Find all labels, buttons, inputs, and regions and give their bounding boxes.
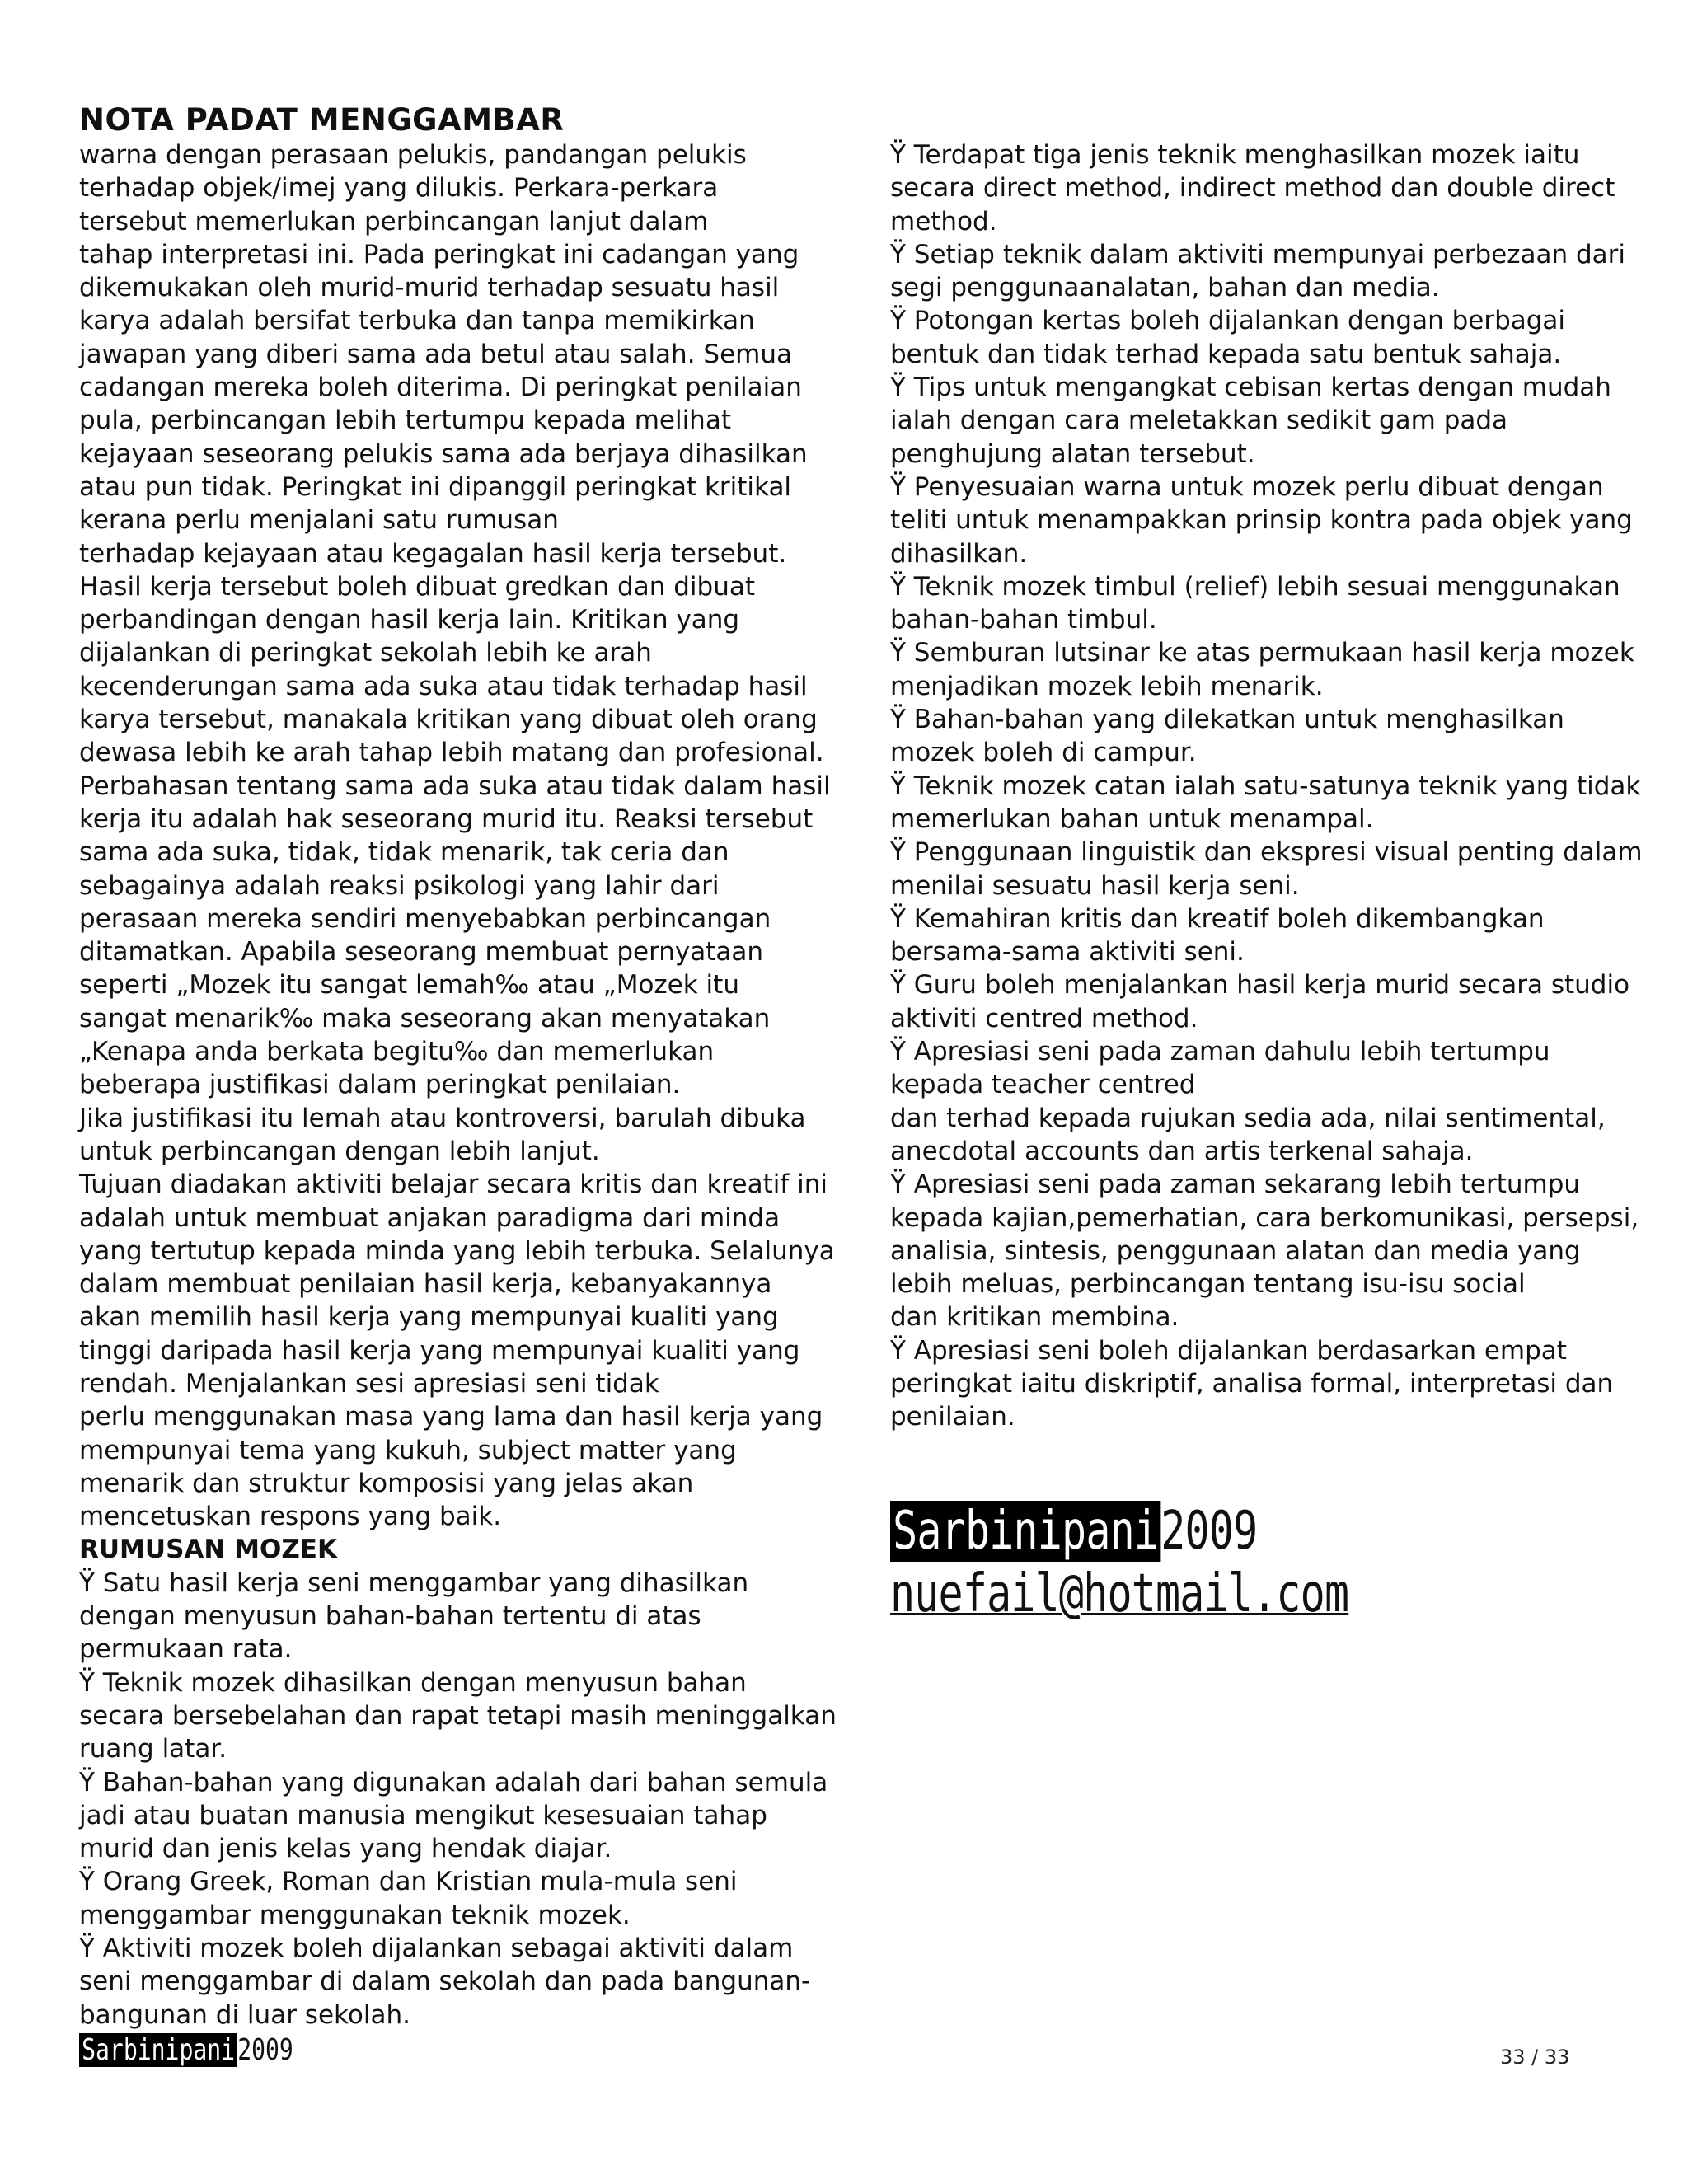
- text-line: jadi atau buatan manusia mengikut kesesuaian tahap: [79, 1800, 767, 1830]
- text-line: sama ada suka, tidak, tidak menarik, tak ceria dan: [79, 837, 729, 868]
- text-line: adalah untuk membuat anjakan paradigma dari minda: [79, 1202, 781, 1233]
- text-line: Ÿ Setiap teknik dalam aktiviti mempunyai perbezaan dari: [890, 239, 1626, 269]
- text-line: ditamatkan. Apabila seseorang membuat pernyataan: [79, 937, 764, 968]
- footer-year: 2009: [237, 2033, 293, 2067]
- text-line: anecdotal accounts dan artis terkenal sahaja.: [890, 1136, 1474, 1166]
- left-bullet-list: [79, 1567, 837, 2032]
- text-line: Ÿ Penggunaan linguistik dan ekspresi visual penting dalam: [890, 837, 1643, 868]
- text-line: permukaan rata.: [79, 1634, 293, 1665]
- text-line: dikemukakan oleh murid-murid terhadap sesuatu hasil: [79, 273, 780, 303]
- text-line: pula, perbincangan lebih tertumpu kepada melihat: [79, 405, 731, 436]
- text-line: Ÿ Bahan-bahan yang dilekatkan untuk menghasilkan: [890, 705, 1564, 735]
- text-line: menilai sesuatu hasil kerja seni.: [890, 870, 1300, 901]
- text-line: Ÿ Teknik mozek dihasilkan dengan menyusun bahan: [79, 1667, 747, 1698]
- text-line: Ÿ Guru boleh menjalankan hasil kerja murid secara studio: [890, 970, 1630, 1001]
- text-line: dijalankan di peringkat sekolah lebih ke arah: [79, 638, 652, 668]
- text-line: terhadap kejayaan atau kegagalan hasil kerja tersebut.: [79, 538, 787, 569]
- text-line: perasaan mereka sendiri menyebabkan perbincangan: [79, 903, 771, 934]
- text-line: penghujung alatan tersebut.: [890, 438, 1255, 469]
- text-line: method.: [890, 206, 997, 237]
- text-line: mempunyai tema yang kukuh, subject matter yang: [79, 1435, 737, 1465]
- right-bullet-list: [890, 138, 1643, 1434]
- text-line: menarik dan struktur komposisi yang jelas akan: [79, 1468, 694, 1498]
- text-line: analisia, sintesis, penggunaan alatan dan media yang: [890, 1235, 1581, 1266]
- text-line: mencetuskan respons yang baik.: [79, 1502, 502, 1532]
- text-line: penilaian.: [890, 1402, 1015, 1432]
- text-line: ialah dengan cara meletakkan sedikit gam pada: [890, 405, 1508, 436]
- text-line: tinggi daripada hasil kerja yang mempunyai kualiti yang: [79, 1335, 800, 1366]
- signature-name: Sarbinipani: [890, 1501, 1160, 1562]
- left-body-text: [79, 138, 835, 1533]
- text-line: kecenderungan sama ada suka atau tidak terhadap hasil: [79, 671, 808, 701]
- text-line: rendah. Menjalankan sesi apresiasi seni tidak: [79, 1368, 659, 1399]
- text-line: dihasilkan.: [890, 538, 1028, 569]
- text-line: sangat menarik‰ maka seseorang akan menyatakan: [79, 1003, 771, 1033]
- text-line: untuk perbincangan dengan lebih lanjut.: [79, 1136, 600, 1166]
- text-line: seperti „Mozek itu sangat lemah‰ atau „Mozek itu: [79, 970, 739, 1001]
- text-line: menjadikan mozek lebih menarik.: [890, 671, 1324, 701]
- text-line: kejayaan seseorang pelukis sama ada berjaya dihasilkan: [79, 438, 808, 469]
- text-line: tersebut memerlukan perbincangan lanjut dalam: [79, 206, 709, 237]
- text-line: Ÿ Teknik mozek timbul (relief) lebih sesuai menggunakan: [890, 571, 1620, 602]
- text-line: bentuk dan tidak terhad kepada satu bentuk sahaja.: [890, 339, 1562, 369]
- signature-block: [890, 1500, 1478, 1625]
- text-line: murid dan jenis kelas yang hendak diajar.: [79, 1834, 612, 1864]
- text-line: warna dengan perasaan pelukis, pandangan pelukis: [79, 140, 747, 170]
- footer-name: Sarbinipani: [79, 2033, 237, 2067]
- text-line: kerana perlu menjalani satu rumusan: [79, 505, 559, 536]
- text-line: cadangan mereka boleh diterima. Di peringkat penilaian: [79, 373, 802, 403]
- signature-email[interactable]: nuefail@hotmail.com: [890, 1563, 1349, 1624]
- text-line: beberapa justifikasi dalam peringkat penilaian.: [79, 1070, 681, 1100]
- text-line: Ÿ Apresiasi seni boleh dijalankan berdasarkan empat: [890, 1335, 1567, 1366]
- text-line: dan terhad kepada rujukan sedia ada, nilai sentimental,: [890, 1103, 1606, 1133]
- text-line: secara direct method, indirect method dan double direct: [890, 173, 1615, 204]
- text-line: ruang latar.: [79, 1734, 227, 1765]
- text-line: secara bersebelahan dan rapat tetapi masih meninggalkan: [79, 1700, 837, 1731]
- footer-signature: [79, 2034, 293, 2067]
- text-line: Tujuan diadakan aktiviti belajar secara kritis dan kreatif ini: [79, 1169, 828, 1200]
- text-line: perbandingan dengan hasil kerja lain. Kritikan yang: [79, 605, 740, 635]
- text-line: Ÿ Apresiasi seni pada zaman sekarang lebih tertumpu: [890, 1169, 1581, 1200]
- text-line: Ÿ Bahan-bahan yang digunakan adalah dari bahan semula: [79, 1767, 828, 1797]
- text-line: Ÿ Terdapat tiga jenis teknik menghasilkan mozek iaitu: [890, 140, 1580, 170]
- text-line: Ÿ Satu hasil kerja seni menggambar yang dihasilkan: [79, 1568, 749, 1598]
- text-line: perlu menggunakan masa yang lama dan hasil kerja yang: [79, 1402, 823, 1432]
- text-line: jawapan yang diberi sama ada betul atau salah. Semua: [79, 339, 793, 369]
- text-line: kepada teacher centred: [890, 1070, 1196, 1100]
- text-line: seni menggambar di dalam sekolah dan pada bangunan-: [79, 1966, 811, 1997]
- text-line: lebih meluas, perbincangan tentang isu-isu social: [890, 1269, 1526, 1300]
- signature-line: [890, 1500, 1348, 1563]
- text-line: kerja itu adalah hak seseorang murid itu. Reaksi tersebut: [79, 804, 814, 834]
- page-number: 33 / 33: [1500, 2046, 1570, 2069]
- text-line: Perbahasan tentang sama ada suka atau tidak dalam hasil: [79, 771, 831, 801]
- section-subheading: RUMUSAN MOZEK: [79, 1535, 337, 1565]
- page-title: NOTA PADAT MENGGAMBAR: [79, 102, 565, 138]
- text-line: teliti untuk menampakkan prinsip kontra pada objek yang: [890, 505, 1633, 536]
- text-line: peringkat iaitu diskriptif, analisa formal, interpretasi dan: [890, 1368, 1614, 1399]
- right-column: [890, 138, 1643, 1434]
- text-line: Ÿ Potongan kertas boleh dijalankan dengan berbagai: [890, 306, 1566, 336]
- text-line: bersama-sama aktiviti seni.: [890, 937, 1245, 968]
- text-line: sebagainya adalah reaksi psikologi yang lahir dari: [79, 870, 720, 901]
- text-line: tahap interpretasi ini. Pada peringkat ini cadangan yang: [79, 239, 799, 269]
- text-line: dengan menyusun bahan-bahan tertentu di atas: [79, 1601, 701, 1632]
- text-line: atau pun tidak. Peringkat ini dipanggil peringkat kritikal: [79, 471, 792, 502]
- left-column: [79, 138, 837, 2032]
- text-line: „Kenapa anda berkata begitu‰ dan memerlukan: [79, 1037, 715, 1067]
- text-line: Ÿ Apresiasi seni pada zaman dahulu lebih tertumpu: [890, 1037, 1550, 1067]
- text-line: Ÿ Aktiviti mozek boleh dijalankan sebagai aktiviti dalam: [79, 1933, 794, 1964]
- text-line: kepada kajian,pemerhatian, cara berkomunikasi, persepsi,: [890, 1202, 1639, 1233]
- text-line: Hasil kerja tersebut boleh dibuat gredkan dan dibuat: [79, 571, 755, 602]
- text-line: segi penggunaanalatan, bahan dan media.: [890, 273, 1440, 303]
- text-line: Ÿ Orang Greek, Roman dan Kristian mula-mula seni: [79, 1867, 738, 1897]
- text-line: dewasa lebih ke arah tahap lebih matang dan profesional.: [79, 738, 824, 768]
- text-line: karya adalah bersifat terbuka dan tanpa memikirkan: [79, 306, 755, 336]
- text-line: bahan-bahan timbul.: [890, 605, 1157, 635]
- text-line: dalam membuat penilaian hasil kerja, kebanyakannya: [79, 1269, 772, 1300]
- text-line: memerlukan bahan untuk menampal.: [890, 804, 1374, 834]
- text-line: terhadap objek/imej yang dilukis. Perkara-perkara: [79, 173, 719, 204]
- text-line: dan kritikan membina.: [890, 1302, 1179, 1333]
- text-line: yang tertutup kepada minda yang lebih terbuka. Selalunya: [79, 1235, 835, 1266]
- text-line: mozek boleh di campur.: [890, 738, 1197, 768]
- text-line: Ÿ Semburan lutsinar ke atas permukaan hasil kerja mozek: [890, 638, 1634, 668]
- text-line: akan memilih hasil kerja yang mempunyai kualiti yang: [79, 1302, 779, 1333]
- text-line: Ÿ Kemahiran kritis dan kreatif boleh dikembangkan: [890, 903, 1545, 934]
- text-line: Ÿ Penyesuaian warna untuk mozek perlu dibuat dengan: [890, 471, 1604, 502]
- text-line: menggambar menggunakan teknik mozek.: [79, 1900, 631, 1930]
- text-line: bangunan di luar sekolah.: [79, 1999, 410, 2030]
- signature-year: 2009: [1160, 1501, 1258, 1562]
- text-line: Jika justifikasi itu lemah atau kontroversi, barulah dibuka: [79, 1103, 806, 1133]
- text-line: Ÿ Teknik mozek catan ialah satu-satunya teknik yang tidak: [890, 771, 1641, 801]
- text-line: karya tersebut, manakala kritikan yang dibuat oleh orang: [79, 705, 818, 735]
- text-line: Ÿ Tips untuk mengangkat cebisan kertas dengan mudah: [890, 373, 1611, 403]
- text-line: aktiviti centred method.: [890, 1003, 1198, 1033]
